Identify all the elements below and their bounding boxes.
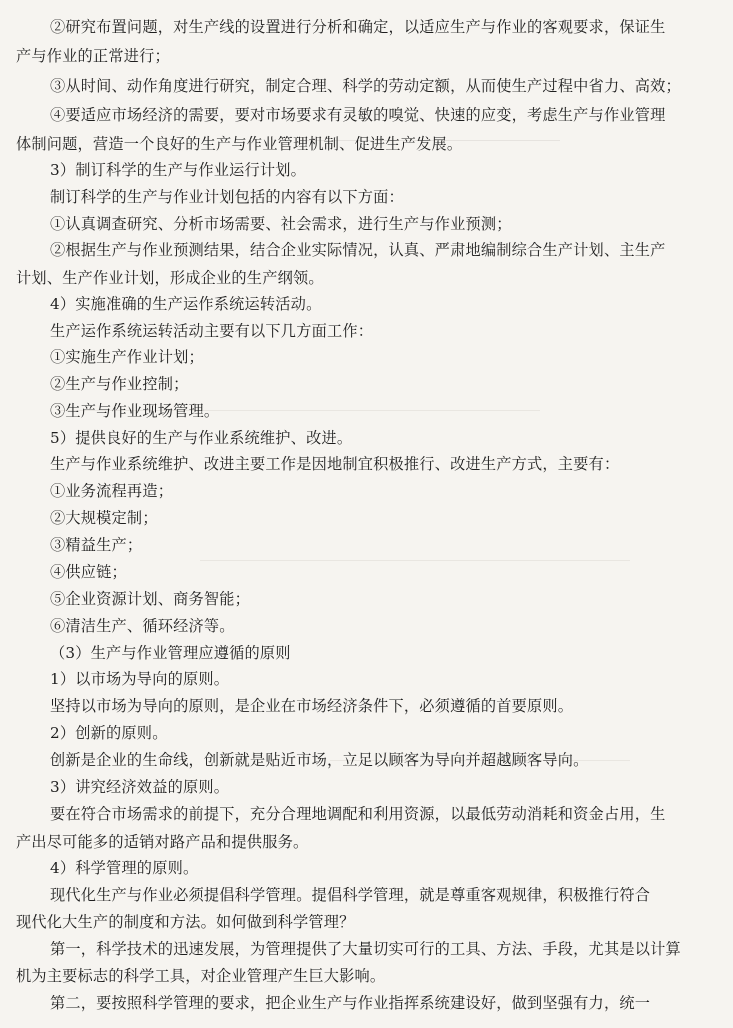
- text-line: 产出尽可能多的适销对路产品和提供服务。: [16, 833, 309, 851]
- text-line: 第二，要按照科学管理的要求，把企业生产与作业指挥系统建设好，做到坚强有力，统一: [50, 994, 651, 1012]
- text-line: ③生产与作业现场管理。: [50, 402, 220, 420]
- text-line: ②生产与作业控制；: [50, 375, 189, 393]
- text-line: ④供应链；: [50, 563, 127, 581]
- text-line: ③精益生产；: [50, 536, 143, 554]
- text-line: ②大规模定制；: [50, 509, 158, 527]
- text-line: ③从时间、动作角度进行研究，制定合理、科学的劳动定额，从而使生产过程中省力、高效；: [50, 77, 681, 95]
- text-line: （3）生产与作业管理应遵循的原则: [50, 644, 291, 662]
- text-line: ②根据生产与作业预测结果，结合企业实际情况，认真、严肃地编制综合生产计划、主生产: [50, 241, 666, 259]
- text-line: ④要适应市场经济的需要，要对市场要求有灵敏的嗅觉、快速的应变，考虑生产与作业管理: [50, 106, 666, 124]
- text-line: 现代化大生产的制度和方法。如何做到科学管理？: [16, 913, 355, 931]
- text-line: 现代化生产与作业必须提倡科学管理。提倡科学管理，就是尊重客观规律，积极推行符合: [50, 886, 651, 904]
- text-line: 要在符合市场需求的前提下，充分合理地调配和利用资源，以最低劳动消耗和资金占用，生: [50, 805, 666, 823]
- text-line: 机为主要标志的科学工具，对企业管理产生巨大影响。: [16, 967, 386, 985]
- text-line: ①认真调查研究、分析市场需要、社会需求，进行生产与作业预测；: [50, 215, 512, 233]
- text-line: 计划、生产作业计划，形成企业的生产纲领。: [16, 269, 324, 287]
- text-line: 生产运作系统运转活动主要有以下几方面工作：: [50, 322, 374, 340]
- text-line: ①实施生产作业计划；: [50, 348, 204, 366]
- text-line: 坚持以市场为导向的原则，是企业在市场经济条件下，必须遵循的首要原则。: [50, 697, 574, 715]
- text-line: 产与作业的正常进行；: [16, 47, 170, 65]
- text-line: ⑥清洁生产、循环经济等。: [50, 617, 235, 635]
- text-line: 4）科学管理的原则。: [50, 859, 199, 877]
- bleed-through-mark: [200, 560, 630, 561]
- text-line: 5）提供良好的生产与作业系统维护、改进。: [50, 429, 353, 447]
- text-line: 制订科学的生产与作业计划包括的内容有以下方面：: [50, 188, 404, 206]
- text-line: 3）制订科学的生产与作业运行计划。: [50, 161, 307, 179]
- text-line: 2）创新的原则。: [50, 724, 168, 742]
- text-line: 4）实施准确的生产运作系统运转活动。: [50, 295, 322, 313]
- text-line: 生产与作业系统维护、改进主要工作是因地制宜积极推行、改进生产方式，主要有：: [50, 455, 620, 473]
- text-line: 体制问题，营造一个良好的生产与作业管理机制、促进生产发展。: [16, 135, 463, 153]
- text-line: 1）以市场为导向的原则。: [50, 670, 230, 688]
- text-line: 3）讲究经济效益的原则。: [50, 778, 230, 796]
- text-line: ⑤企业资源计划、商务智能；: [50, 590, 251, 608]
- text-line: 第一，科学技术的迅速发展，为管理提供了大量切实可行的工具、方法、手段，尤其是以计算: [50, 940, 681, 958]
- text-line: ②研究布置问题，对生产线的设置进行分析和确定，以适应生产与作业的客观要求，保证生: [50, 18, 666, 36]
- text-line: 创新是企业的生命线，创新就是贴近市场，立足以顾客为导向并超越顾客导向。: [50, 751, 589, 769]
- text-line: ①业务流程再造；: [50, 482, 174, 500]
